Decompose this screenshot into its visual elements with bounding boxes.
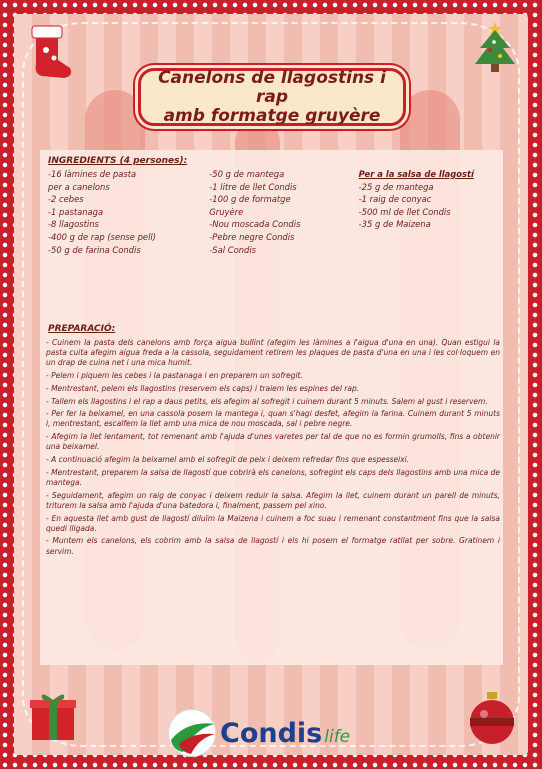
ingredient-item: -8 llagostins [48, 219, 99, 230]
ingredient-item: -1 pastanaga [48, 206, 104, 217]
brand-name: Condis [220, 717, 323, 749]
preparation-steps [46, 338, 500, 559]
ingredient-item: -2 cebes [48, 194, 84, 205]
ingredient-item: -50 g de mantega [209, 169, 285, 179]
ingredient-item: -25 g de mantega [358, 181, 434, 192]
preparation-step: - En aquesta llet amb gust de llagostí diluïm la Maizena i cuinem a foc suau i remenant constantment fins que la salsa quedi lligada. [46, 513, 500, 533]
recipe-title-line-1: Canelons de llagostins i rap [158, 67, 386, 107]
ingredients-heading: INGREDIENTS (4 persones): [48, 156, 188, 166]
brand-suffix: life [324, 727, 351, 747]
ingredients-column-1 [48, 168, 209, 256]
ingredient-item: -16 làmines de pasta [48, 169, 137, 179]
salsa-heading: Per a la salsa de llagostí [358, 169, 474, 179]
preparation-step: - Tallem els llagostins i el rap a daus petits, els afegim al sofregit i cuinem durant 5 minuts. Salem al gust i reservem. [46, 396, 488, 406]
preparation-step: - Cuinem la pasta dels canelons amb força aigua bullint (afegim les làmines a l'aigua d'una en una). Quan estigui la pasta cuita afegim aigua freda a la cassola, seguidament retirem les plaques de pasta d'una en una i les col·loquem en un drap de cuina net i una mica humit. [46, 338, 500, 368]
preparation-heading: PREPARACIÓ: [48, 324, 116, 334]
ingredients-column-2 [209, 168, 358, 256]
ingredient-item: -500 ml de llet Condis [358, 206, 451, 217]
ingredient-item: -1 litre de llet Condis [209, 181, 297, 192]
recipe-title-box [138, 68, 406, 126]
preparation-step: - A continuació afegim la beixamel amb el sofregit de peix i deixem refredar fins que espesseixi. [46, 455, 410, 465]
ingredient-item: -400 g de rap (sense pell) [48, 231, 156, 242]
ingredient-item: -100 g de formatge [209, 194, 291, 205]
stocking-icon [24, 24, 76, 82]
preparation-step: - Seguidament, afegim un raig de conyac i deixem reduir la salsa. Afegim la llet, cuinem durant un parell de minuts, triturem la salsa amb l'ajuda d'una batedora i, finalment, passem pel xino. [46, 490, 500, 510]
ingredient-item: -50 g de farina Condis [48, 244, 141, 255]
ingredient-item: -Pebre negre Condis [209, 231, 295, 242]
ingredient-item: per a canelons [48, 181, 110, 192]
ingredients-column-3 [359, 168, 498, 256]
christmas-tree-icon [470, 20, 520, 78]
ingredients-section [48, 156, 498, 256]
recipe-title-line-2: amb formatge gruyère [163, 105, 381, 126]
ornament-ball-icon [466, 690, 518, 746]
ingredient-item: Gruyère [209, 206, 244, 217]
ingredient-item: -Sal Condis [209, 244, 257, 255]
gift-box-icon [28, 690, 78, 742]
preparation-step: - Mentrestant, preparem la salsa de llagostí que cobrirà els canelons, sofregint els caps dels llagostins amb una mica de mantega. [46, 467, 500, 487]
ingredient-item: -Nou moscada Condis [209, 219, 301, 230]
ingredient-item: -1 raig de conyac [358, 194, 432, 205]
preparation-step: - Per fer la beixamel, en una cassola posem la mantega i, quan s'hagi desfet, afegim la farina. Cuinem durant 5 minuts i, mentrestant, escalfem la llet amb una mica de nou moscada, sal i pebre negre. [46, 409, 500, 429]
ingredient-item: -35 g de Maizena [358, 219, 431, 230]
brand-swoosh-icon [168, 709, 216, 757]
preparation-step: - Pelem i piquem les cebes i la pastanaga i en preparem un sofregit. [46, 371, 303, 381]
preparation-step: - Mentrestant, pelem els llagostins (reservem els caps) i traiem les espines del rap. [46, 383, 360, 393]
preparation-step: - Muntem els canelons, els cobrim amb la salsa de llagostí i els hi posem el formatge ratllat per sobre. Gratinem i servim. [46, 536, 500, 556]
brand-logo [168, 708, 378, 758]
preparation-step: - Afegim la llet lentament, tot remenant amb l'ajuda d'unes varetes per tal de que no es formin grumolls, fins a obtenir una beixamel. [46, 432, 500, 452]
